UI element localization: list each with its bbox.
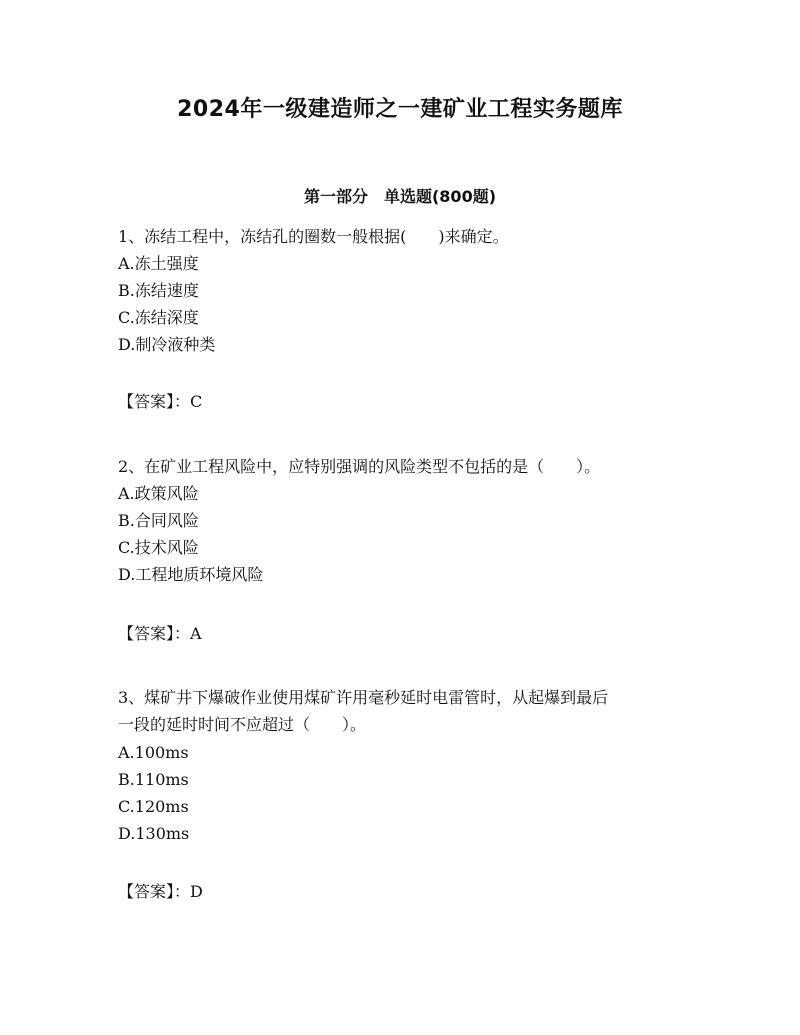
section-heading: 第一部分 单选题(800题) [303,187,497,206]
question-1-option-d: D.制冷液种类 [118,335,216,354]
question-3-option-c: C.120ms [118,797,189,816]
question-2-option-a: A.政策风险 [118,484,199,503]
question-3-answer: 【答案】：D [118,882,203,901]
question-1-stem: 1、冻结工程中，冻结孔的圈数一般根据( )来确定。 [118,227,509,246]
question-3-option-a: A.100ms [118,743,189,762]
question-1-answer: 【答案】：C [118,392,203,411]
question-2-option-c: C.技术风险 [118,538,199,557]
question-1-option-c: C.冻结深度 [118,308,199,327]
question-2-option-b: B.合同风险 [118,511,199,530]
question-1-option-a: A.冻土强度 [118,254,199,273]
question-1-option-b: B.冻结速度 [118,281,199,300]
question-3-stem-line-2: 一段的延时时间不应超过（ ）。 [118,715,367,734]
question-2-answer: 【答案】：A [118,624,202,643]
question-3-option-d: D.130ms [118,824,190,843]
question-3-option-b: B.110ms [118,770,189,789]
question-3-stem-line-1: 3、煤矿井下爆破作业使用煤矿许用毫秒延时电雷管时，从起爆到最后 [118,688,609,707]
question-2-option-d: D.工程地质环境风险 [118,565,264,584]
document-title: 2024年一级建造师之一建矿业工程实务题库 [177,97,623,122]
question-2-stem: 2、在矿业工程风险中，应特别强调的风险类型不包括的是（ ）。 [118,457,601,476]
